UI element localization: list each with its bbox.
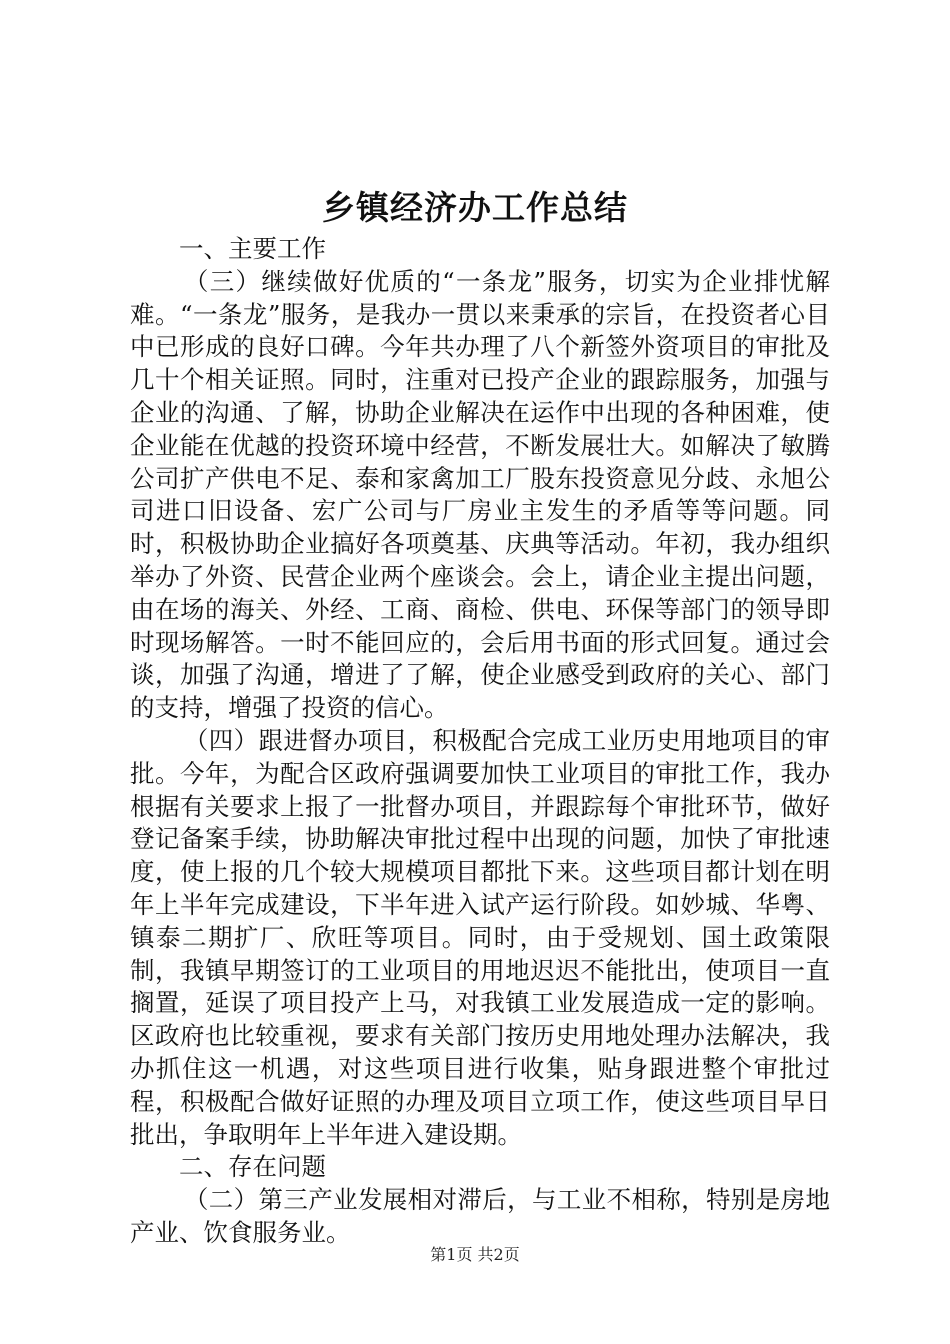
section-heading-main-work: 一、主要工作: [179, 234, 326, 263]
paragraph-tertiary-industry: （二）第三产业发展相对滞后，与工业不相称，特别是房地产业、饮食服务业。: [130, 1185, 830, 1247]
document-title: 乡镇经济办工作总结: [322, 188, 628, 227]
document-body: [130, 233, 830, 1250]
paragraph-one-stop-service: （三）继续做好优质的“一条龙”服务，切实为企业排忧解难。“一条龙”服务，是我办一贯以来秉承的宗旨，在投资者心目中已形成的良好口碑。今年共办理了八个新签外资项目的审批及几十个相关证照。同时，注重对已投产企业的跟踪服务，加强与企业的沟通、了解，协助企业解决在运作中出现的各种困难，使企业能在优越的投资环境中经营，不断发展壮大。如解决了敏腾公司扩产供电不足、泰和家禽加工厂股东投资意见分歧、永旭公司进口旧设备、宏广公司与厂房业主发生的矛盾等等问题。同时，积极协助企业搞好各项奠基、庆典等活动。年初，我办组织举办了外资、民营企业两个座谈会。会上，请企业主提出问题，由在场的海关、外经、工商、商检、供电、环保等部门的领导即时现场解答。一时不能回应的，会后用书面的形式回复。通过会谈，加强了沟通，增进了了解，使企业感受到政府的关心、部门的支持，增强了投资的信心。: [130, 266, 830, 723]
paragraph-project-supervision: （四）跟进督办项目，积极配合完成工业历史用地项目的审批。今年，为配合区政府强调要加快工业项目的审批工作，我办根据有关要求上报了一批督办项目，并跟踪每个审批环节，做好登记备案手续，协助解决审批过程中出现的问题，加快了审批速度，使上报的几个较大规模项目都批下来。这些项目都计划在明年上半年完成建设，下半年进入试产运行阶段。如妙城、华粤、镇泰二期扩厂、欣旺等项目。同时，由于受规划、国土政策限制，我镇早期签订的工业项目的用地迟迟不能批出，使项目一直搁置，延误了项目投产上马，对我镇工业发展造成一定的影响。区政府也比较重视，要求有关部门按历史用地处理办法解决，我办抓住这一机遇，对这些项目进行收集，贴身跟进整个审批过程，积极配合做好证照的办理及项目立项工作，使这些项目早日批出，争取明年上半年进入建设期。: [130, 725, 830, 1149]
page-footer: 第1页 共2页: [430, 1245, 520, 1264]
section-heading-existing-problems: 二、存在问题: [179, 1152, 326, 1182]
